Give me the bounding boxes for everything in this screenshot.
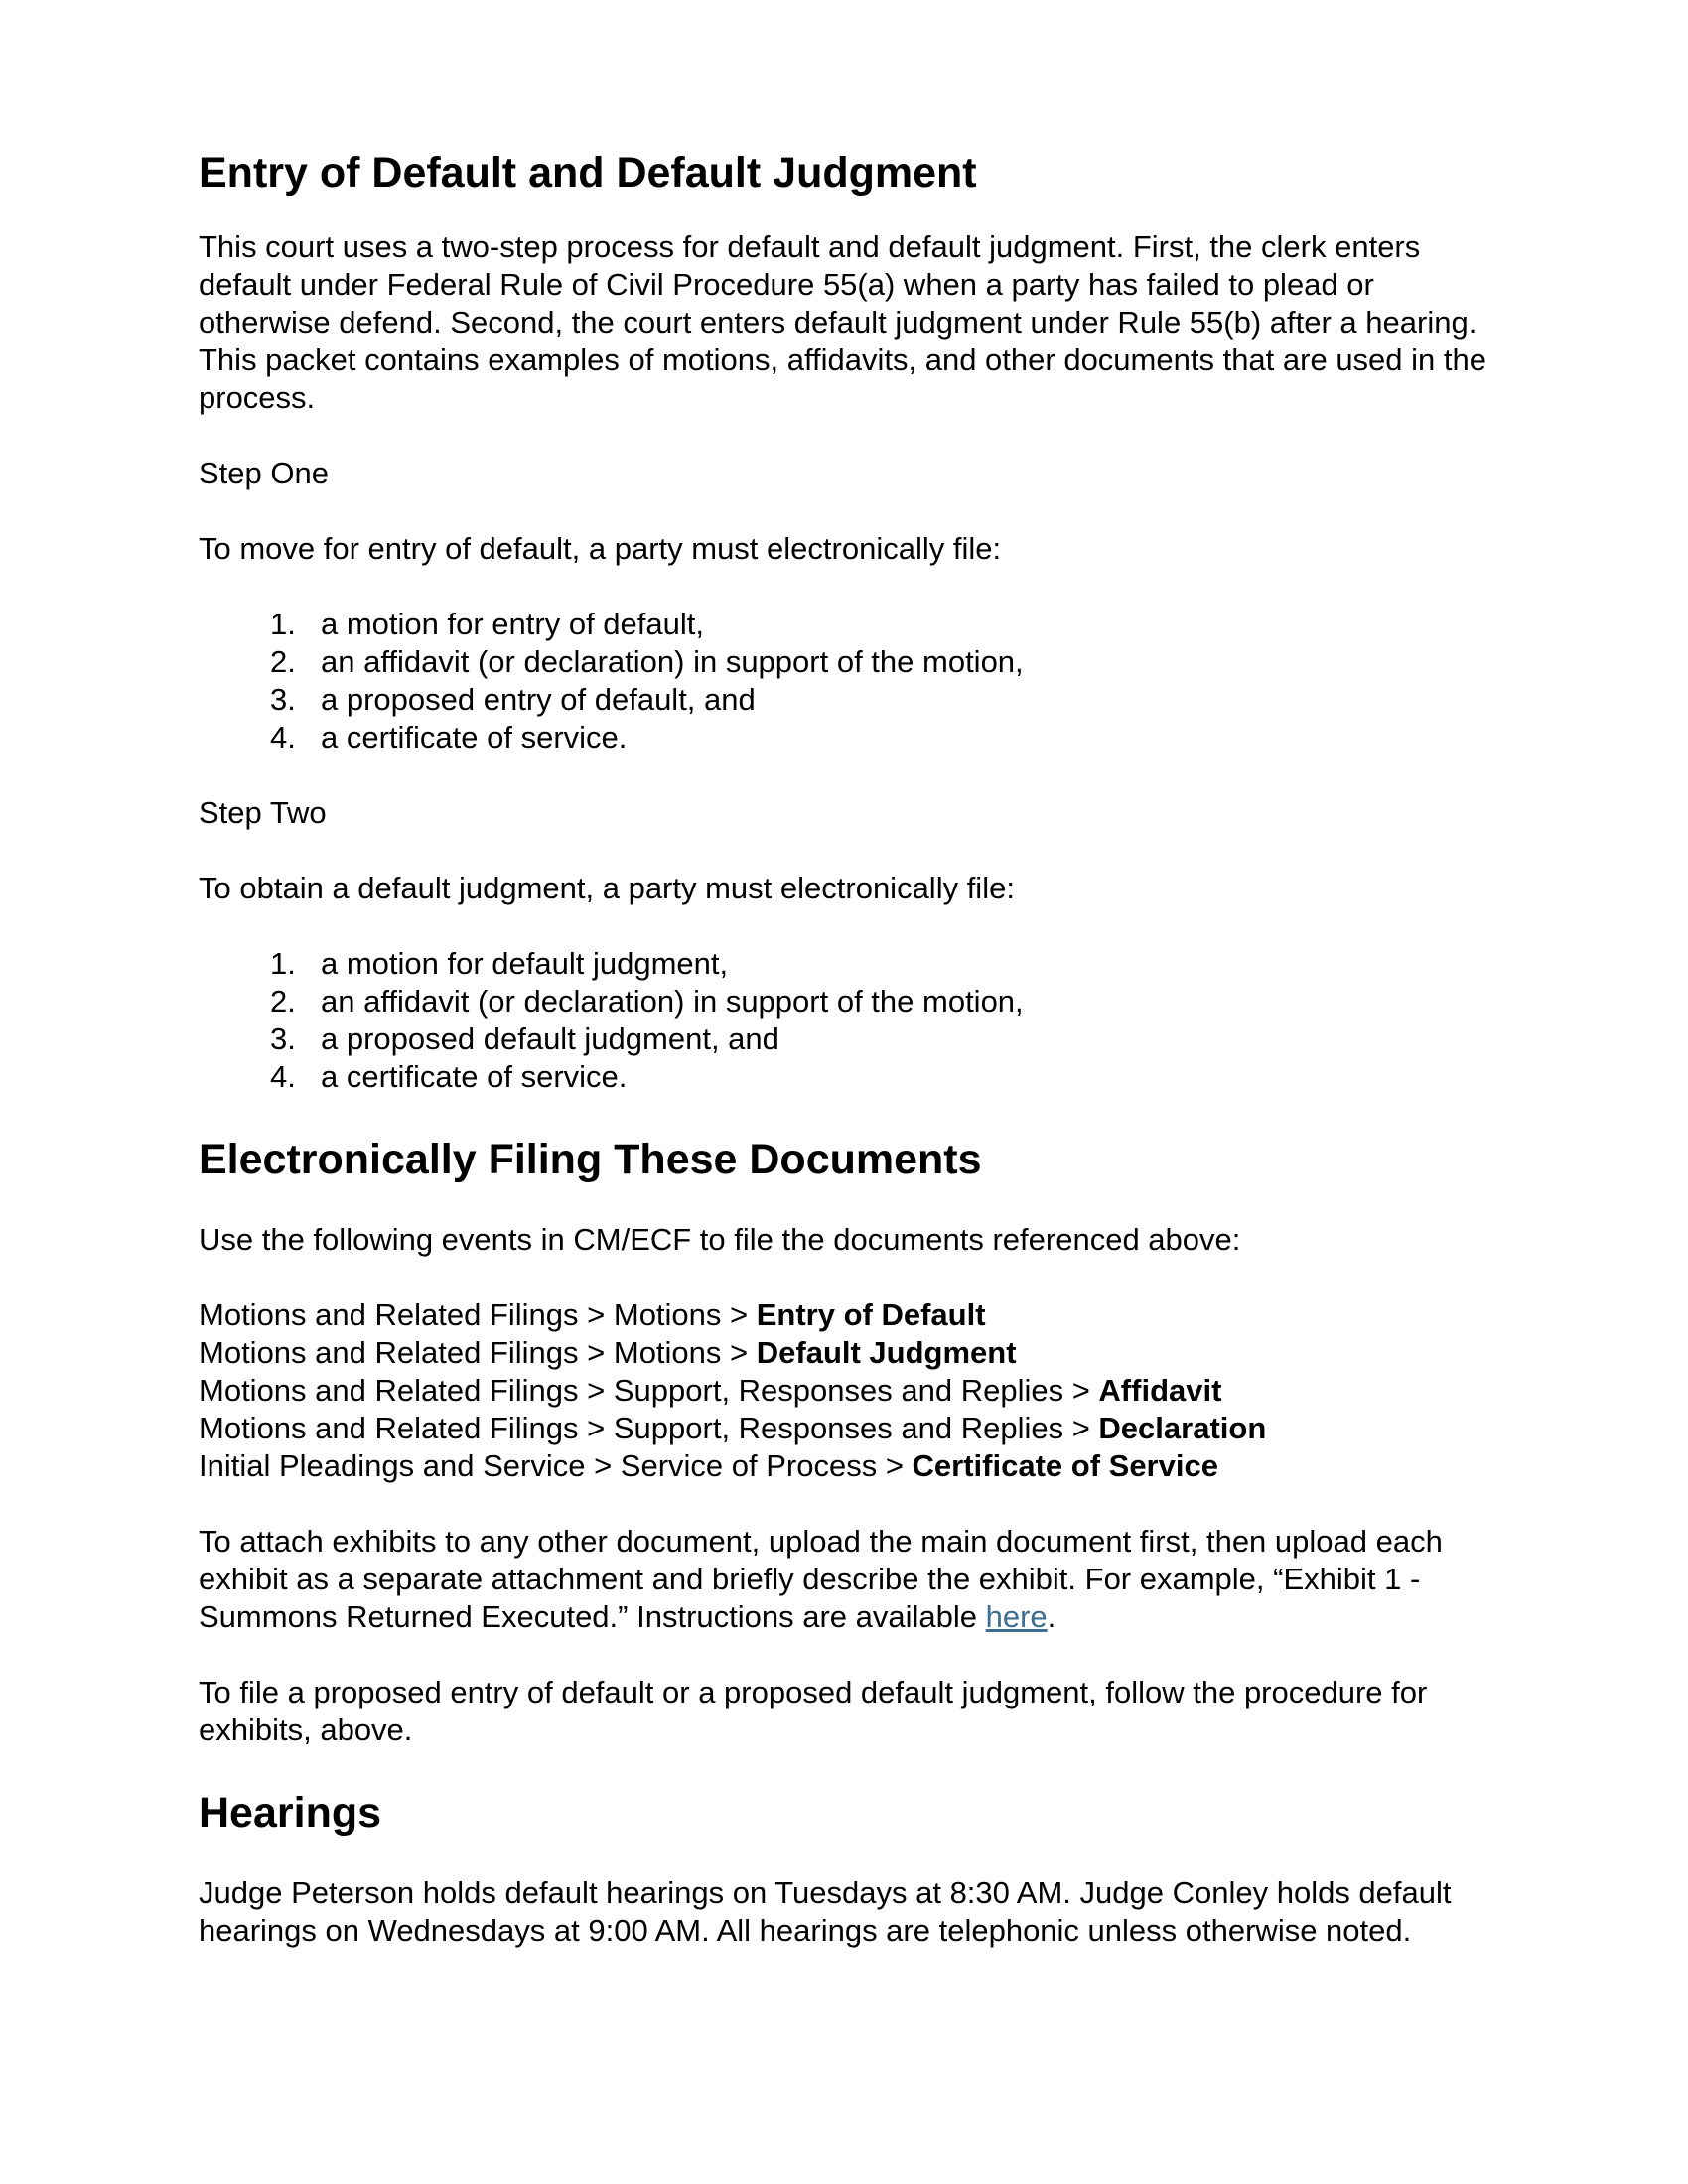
event-line — [199, 1372, 1489, 1410]
exhibits-end: . — [1047, 1599, 1056, 1634]
instructions-link[interactable]: here — [985, 1599, 1048, 1634]
event-path: Motions and Related Filings > Motions > — [199, 1297, 757, 1332]
list-number: 2. — [270, 984, 296, 1019]
list-text: an affidavit (or declaration) in support of the motion, — [321, 644, 1024, 679]
event-line — [199, 1334, 1489, 1372]
event-name: Default Judgment — [756, 1335, 1017, 1370]
section-title-hearings: Hearings — [199, 1789, 382, 1837]
list-text: a proposed default judgment, and — [321, 1022, 779, 1056]
event-name: Certificate of Service — [912, 1448, 1218, 1483]
event-name: Affidavit — [1098, 1373, 1222, 1408]
step-two-list — [199, 945, 1489, 1096]
list-number: 1. — [270, 607, 296, 641]
step-one-list — [199, 606, 1489, 756]
list-number: 2. — [270, 644, 296, 679]
list-text: a certificate of service. — [321, 1059, 628, 1094]
proposed-paragraph: To file a proposed entry of default or a proposed default judgment, follow the procedure for exhibits, above. — [199, 1675, 1428, 1747]
event-path: Initial Pleadings and Service > Service of Process > — [199, 1448, 913, 1483]
list-item — [199, 606, 1489, 643]
list-text: a motion for entry of default, — [321, 607, 704, 641]
list-text: a motion for default judgment, — [321, 946, 729, 981]
list-number: 3. — [270, 682, 296, 717]
exhibits-paragraph — [199, 1523, 1489, 1636]
list-item — [199, 681, 1489, 719]
section-title-entry-of-default: Entry of Default and Default Judgment — [199, 149, 977, 197]
step-one-heading: Step One — [199, 456, 329, 490]
list-text: a proposed entry of default, and — [321, 682, 756, 717]
event-path: Motions and Related Filings > Support, Responses and Replies > — [199, 1373, 1099, 1408]
document-page — [199, 147, 1489, 1950]
event-name: Entry of Default — [756, 1297, 986, 1332]
step-two-heading: Step Two — [199, 795, 327, 830]
list-item — [199, 719, 1489, 756]
list-item — [199, 945, 1489, 983]
event-line — [199, 1410, 1489, 1447]
list-item — [199, 983, 1489, 1021]
list-item — [199, 1021, 1489, 1058]
list-item — [199, 1058, 1489, 1096]
list-number: 1. — [270, 946, 296, 981]
list-text: a certificate of service. — [321, 720, 628, 754]
list-number: 4. — [270, 720, 296, 754]
hearings-paragraph: Judge Peterson holds default hearings on Tuesdays at 8:30 AM. Judge Conley holds default hearings on Wednesdays at 9:00 AM. All hearings are telephonic unless otherwise noted. — [199, 1875, 1452, 1948]
intro-paragraph: This court uses a two-step process for default and default judgment. First, the clerk enters default under Federal Rule of Civil Procedure 55(a) when a party has failed to plead or otherwise defend. Second, the court enters default judgment under Rule 55(b) after a hearing. This packet contains examples of motions, affidavits, and other documents that are used in the process. — [199, 229, 1486, 415]
event-path: Motions and Related Filings > Motions > — [199, 1335, 757, 1370]
events-lead: Use the following events in CM/ECF to file the documents referenced above: — [199, 1222, 1241, 1257]
list-number: 3. — [270, 1022, 296, 1056]
list-text: an affidavit (or declaration) in support of the motion, — [321, 984, 1024, 1019]
event-line — [199, 1297, 1489, 1334]
cmecf-event-list — [199, 1297, 1489, 1485]
event-name: Declaration — [1098, 1411, 1267, 1445]
list-number: 4. — [270, 1059, 296, 1094]
section-title-electronic-filing: Electronically Filing These Documents — [199, 1136, 982, 1183]
step-one-lead: To move for entry of default, a party must electronically file: — [199, 531, 1002, 566]
list-item — [199, 643, 1489, 681]
event-line — [199, 1447, 1489, 1485]
event-path: Motions and Related Filings > Support, Responses and Replies > — [199, 1411, 1099, 1445]
exhibits-text: To attach exhibits to any other document, upload the main document first, then upload each exhibit as a separate attachment and briefly describe the exhibit. For example, “Exhibit 1 - Summons Returned Executed.” Instructions are available — [199, 1524, 1443, 1634]
step-two-lead: To obtain a default judgment, a party must electronically file: — [199, 871, 1015, 905]
